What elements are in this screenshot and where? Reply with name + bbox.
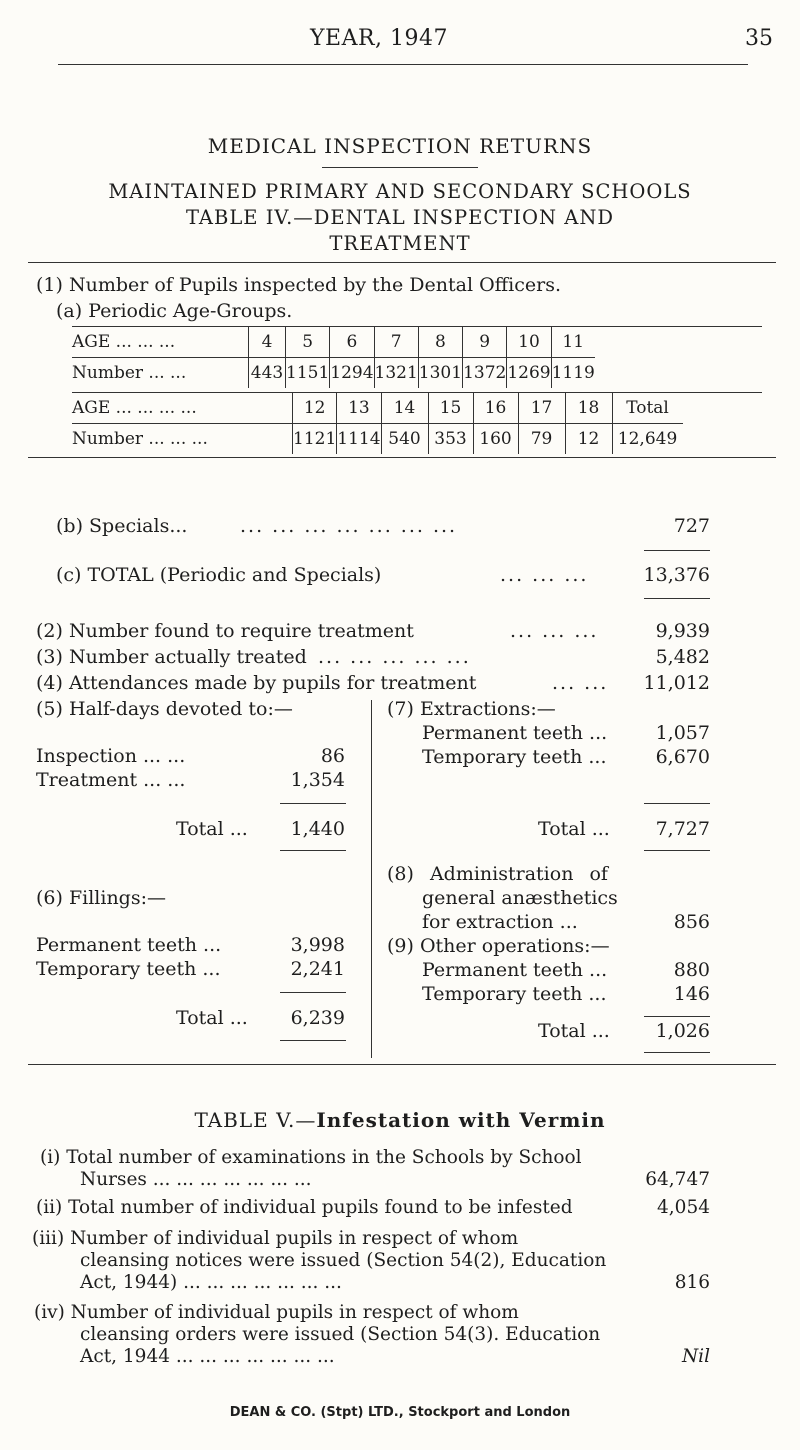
number-cell: 1114 [337, 424, 381, 455]
item-5-label: (5) Half-days devoted to:— [36, 698, 293, 720]
item-2-leader: ... ... ... [510, 620, 599, 642]
age-table-1 [72, 327, 595, 388]
age-table-2 [72, 393, 683, 454]
other-total-label: Total ... [538, 1020, 610, 1042]
item-9-label: (9) Other operations:— [387, 935, 610, 957]
number-cell: 353 [428, 424, 473, 455]
t5-iv-line3: Act, 1944 ... ... ... ... ... ... ... [80, 1346, 335, 1367]
column-divider [371, 700, 372, 978]
item-6-label: (6) Fillings:— [36, 887, 166, 909]
age-cell: 18 [565, 393, 612, 424]
age-cell: 12 [293, 393, 337, 424]
treatment-value: 1,354 [290, 769, 345, 791]
age-cell: 15 [428, 393, 473, 424]
inspection-label: Inspection ... ... [36, 745, 186, 767]
table4-bottom-rule [28, 1064, 776, 1065]
number-cell: 12 [565, 424, 612, 455]
age-table-bottom-rule [28, 457, 776, 458]
t5-iii-line1: (iii) Number of individual pupils in respect of whom [32, 1228, 519, 1249]
t5-ii-line1: (ii) Total number of individual pupils found to be infested [36, 1197, 573, 1218]
age-cell: 6 [330, 327, 374, 358]
number-cell: 1119 [551, 358, 595, 389]
fillings-permanent-label: Permanent teeth ... [36, 934, 222, 956]
age-cell: 5 [286, 327, 330, 358]
header-rule [58, 64, 748, 65]
fillings-temporary-label: Temporary teeth ... [36, 958, 221, 980]
item-8-line2: general anæsthetics [422, 887, 618, 909]
t5-iv-value: Nil [681, 1346, 710, 1367]
age-cell: 9 [463, 327, 507, 358]
number-cell: 443 [249, 358, 286, 389]
section-rule [28, 262, 776, 263]
halfdays-total-value: 1,440 [290, 818, 345, 840]
halfdays-total-label: Total ... [176, 818, 248, 840]
item-4-value: 11,012 [643, 672, 710, 694]
sum-rule [644, 1016, 710, 1017]
title-rule [322, 167, 478, 168]
number-label: Number ... ... ... [72, 429, 208, 449]
sum-rule [644, 598, 710, 599]
number-cell: 1321 [374, 358, 418, 389]
sum-rule [280, 1040, 346, 1041]
extractions-temporary-label: Temporary teeth ... [422, 746, 607, 768]
number-cell: 12,649 [612, 424, 683, 455]
specials-label: (b) Specials... [56, 515, 188, 537]
page-number: 35 [745, 26, 773, 51]
age-cell: 16 [473, 393, 518, 424]
other-total-value: 1,026 [655, 1020, 710, 1042]
fillings-temporary-value: 2,241 [290, 958, 345, 980]
age-cell: 14 [381, 393, 428, 424]
table5-heading [0, 1108, 800, 1132]
number-cell: 1151 [286, 358, 330, 389]
section-subtitle: MAINTAINED PRIMARY AND SECONDARY SCHOOLS [108, 180, 692, 203]
item-8-line3: for extraction ... [422, 911, 578, 933]
number-cell: 160 [473, 424, 518, 455]
t5-iv-line2: cleansing orders were issued (Section 54(3). Education [80, 1324, 601, 1345]
item-3-label: (3) Number actually treated [36, 646, 307, 668]
extractions-total-label: Total ... [538, 818, 610, 840]
item-1a-label: (a) Periodic Age-Groups. [56, 300, 293, 322]
item-8-line1: (8) Administration of [387, 863, 608, 885]
item-3-value: 5,482 [655, 646, 710, 668]
extractions-total-value: 7,727 [655, 818, 710, 840]
extractions-temporary-value: 6,670 [655, 746, 710, 768]
number-cell: 1301 [418, 358, 462, 389]
grand-total-leader: ... ... ... [500, 564, 589, 586]
number-cell: 1294 [330, 358, 374, 389]
fillings-total-label: Total ... [176, 1007, 248, 1029]
age-label: AGE ... ... ... [72, 327, 249, 358]
column-divider-lower [371, 978, 372, 1058]
grand-total-label: (c) TOTAL (Periodic and Specials) [56, 564, 382, 586]
specials-value: 727 [673, 515, 710, 537]
number-cell: 540 [381, 424, 428, 455]
sum-rule [644, 850, 710, 851]
t5-iii-line3: Act, 1944) ... ... ... ... ... ... ... [80, 1272, 342, 1293]
sum-rule [644, 550, 710, 551]
t5-iii-value: 816 [674, 1272, 710, 1293]
number-cell: 1121 [293, 424, 337, 455]
extractions-permanent-label: Permanent teeth ... [422, 722, 608, 744]
fillings-permanent-value: 3,998 [290, 934, 345, 956]
table5-heading-bold: Infestation with Vermin [316, 1108, 606, 1132]
item-2-label: (2) Number found to require treatment [36, 620, 414, 642]
t5-iii-line2: cleansing notices were issued (Section 54(2), Education [80, 1250, 607, 1271]
other-temporary-value: 146 [673, 983, 710, 1005]
t5-ii-value: 4,054 [657, 1197, 710, 1218]
running-header: YEAR, 1947 [310, 26, 449, 51]
page-title: MEDICAL INSPECTION RETURNS [207, 134, 593, 158]
age-cell: 7 [374, 327, 418, 358]
table4-heading-line2: TREATMENT [329, 232, 471, 255]
t5-iv-line1: (iv) Number of individual pupils in respect of whom [34, 1302, 519, 1323]
grand-total-value: 13,376 [643, 564, 710, 586]
age-cell: 10 [507, 327, 551, 358]
other-permanent-label: Permanent teeth ... [422, 959, 608, 981]
sum-rule [644, 803, 710, 804]
treatment-label: Treatment ... ... [36, 769, 186, 791]
age-cell: 11 [551, 327, 595, 358]
item-4-label: (4) Attendances made by pupils for treatment [36, 672, 477, 694]
item-2-value: 9,939 [655, 620, 710, 642]
age-label: AGE ... ... ... ... [72, 393, 293, 424]
item-7-label: (7) Extractions:— [387, 698, 556, 720]
table4-heading-line1: TABLE IV.—DENTAL INSPECTION AND [185, 206, 615, 229]
other-temporary-label: Temporary teeth ... [422, 983, 607, 1005]
other-permanent-value: 880 [673, 959, 710, 981]
fillings-total-value: 6,239 [290, 1007, 345, 1029]
item-1-label: (1) Number of Pupils inspected by the Dental Officers. [36, 274, 561, 296]
table5-heading-plain: TABLE V.— [194, 1108, 317, 1132]
item-8-value: 856 [673, 911, 710, 933]
inspection-value: 86 [320, 745, 345, 767]
sum-rule [644, 1052, 710, 1053]
t5-i-line1: (i) Total number of examinations in the Schools by School [40, 1147, 582, 1168]
t5-i-value: 64,747 [645, 1169, 710, 1190]
extractions-permanent-value: 1,057 [655, 722, 710, 744]
age-cell: 13 [337, 393, 381, 424]
specials-leader: ... ... ... ... ... ... ... [240, 515, 458, 537]
number-cell: 79 [518, 424, 565, 455]
sum-rule [280, 803, 346, 804]
age-cell: Total [612, 393, 683, 424]
printer-imprint: DEAN & CO. (Stpt) LTD., Stockport and London [229, 1405, 571, 1420]
age-cell: 17 [518, 393, 565, 424]
sum-rule [280, 992, 346, 993]
item-3-leader: ... ... ... ... ... [318, 646, 471, 668]
age-cell: 8 [418, 327, 462, 358]
number-cell: 1269 [507, 358, 551, 389]
number-cell: 1372 [463, 358, 507, 389]
number-label: Number ... ... [72, 363, 187, 383]
age-cell: 4 [249, 327, 286, 358]
t5-i-line2: Nurses ... ... ... ... ... ... ... [80, 1169, 312, 1190]
item-4-leader: ... ... [552, 672, 609, 694]
sum-rule [280, 850, 346, 851]
